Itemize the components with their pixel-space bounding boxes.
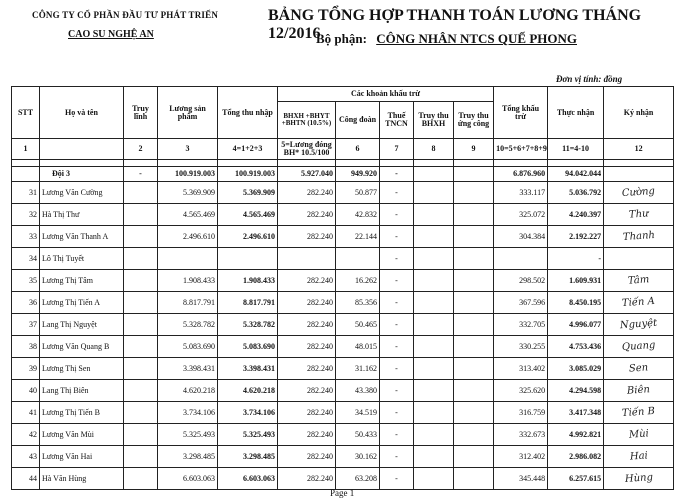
- row-tong-khau-tru: 316.759: [494, 402, 548, 424]
- col-truy-thu-ung-cong: Truy thu ứng công: [454, 102, 494, 139]
- row-truy-thu-bhxh: [414, 358, 454, 380]
- row-truy-linh: [124, 446, 158, 468]
- table-row: [12, 424, 674, 446]
- department-label: Bộ phận:: [316, 31, 367, 46]
- row-truy-thu-ung-cong: [454, 446, 494, 468]
- group-bhxh: 5.927.040: [278, 167, 336, 182]
- row-cong-doan: 50.465: [336, 314, 380, 336]
- row-stt: 41: [12, 402, 40, 424]
- row-luong-sp: 2.496.610: [158, 226, 218, 248]
- row-luong-sp: 5.369.909: [158, 182, 218, 204]
- row-truy-linh: [124, 424, 158, 446]
- row-thuc-nhan: 2.986.082: [548, 446, 604, 468]
- row-tong-khau-tru: 332.673: [494, 424, 548, 446]
- row-truy-thu-bhxh: [414, 314, 454, 336]
- row-signature: [604, 292, 674, 314]
- table-row: [12, 402, 674, 424]
- row-truy-linh: [124, 402, 158, 424]
- row-stt: 34: [12, 248, 40, 270]
- handwritten-signature: Tâm: [627, 273, 650, 287]
- row-thue: -: [380, 336, 414, 358]
- table-row: [12, 182, 674, 204]
- row-truy-thu-ung-cong: [454, 248, 494, 270]
- row-cong-doan: 48.015: [336, 336, 380, 358]
- row-stt: 32: [12, 204, 40, 226]
- row-luong-sp: 3.398.431: [158, 358, 218, 380]
- row-stt: 39: [12, 358, 40, 380]
- row-truy-thu-ung-cong: [454, 380, 494, 402]
- row-cong-doan: 85.356: [336, 292, 380, 314]
- row-cong-doan: [336, 248, 380, 270]
- row-stt: 44: [12, 468, 40, 490]
- row-signature: [604, 270, 674, 292]
- row-thue: -: [380, 248, 414, 270]
- row-thuc-nhan: 4.240.397: [548, 204, 604, 226]
- table-row: [12, 380, 674, 402]
- handwritten-signature: Thư: [628, 207, 649, 221]
- row-name: Lương Thị Tiến B: [40, 402, 124, 424]
- row-truy-thu-ung-cong: [454, 182, 494, 204]
- index-cell: 10=5+6+7+8+9: [494, 139, 548, 160]
- row-thue: -: [380, 226, 414, 248]
- row-tong-khau-tru: 298.502: [494, 270, 548, 292]
- row-stt: 31: [12, 182, 40, 204]
- row-truy-linh: [124, 336, 158, 358]
- table-row: [12, 292, 674, 314]
- row-signature: [604, 182, 674, 204]
- handwritten-signature: Quang: [621, 339, 656, 353]
- row-luong-sp: 5.325.493: [158, 424, 218, 446]
- row-bhxh: 282.240: [278, 292, 336, 314]
- row-tong-thu-nhap: [218, 248, 278, 270]
- row-thue: -: [380, 402, 414, 424]
- row-truy-thu-bhxh: [414, 204, 454, 226]
- table-row: [12, 270, 674, 292]
- group-thuc-nhan: 94.042.044: [548, 167, 604, 182]
- row-truy-thu-ung-cong: [454, 204, 494, 226]
- row-thue: -: [380, 204, 414, 226]
- row-bhxh: 282.240: [278, 314, 336, 336]
- index-cell: 2: [124, 139, 158, 160]
- handwritten-signature: Tiến B: [621, 405, 656, 419]
- row-tong-thu-nhap: 5.328.782: [218, 314, 278, 336]
- row-truy-thu-bhxh: [414, 402, 454, 424]
- row-cong-doan: 50.877: [336, 182, 380, 204]
- row-thuc-nhan: 3.417.348: [548, 402, 604, 424]
- index-cell: 6: [336, 139, 380, 160]
- row-thuc-nhan: 5.036.792: [548, 182, 604, 204]
- row-tong-thu-nhap: 6.603.063: [218, 468, 278, 490]
- row-cong-doan: 16.262: [336, 270, 380, 292]
- row-tong-khau-tru: 330.255: [494, 336, 548, 358]
- row-tong-thu-nhap: 3.398.431: [218, 358, 278, 380]
- row-signature: [604, 380, 674, 402]
- row-tong-khau-tru: 304.384: [494, 226, 548, 248]
- index-cell: 7: [380, 139, 414, 160]
- row-stt: 43: [12, 446, 40, 468]
- row-signature: [604, 226, 674, 248]
- table-row: [12, 248, 674, 270]
- row-signature: [604, 424, 674, 446]
- row-cong-doan: 43.380: [336, 380, 380, 402]
- row-thue: -: [380, 270, 414, 292]
- table-row: [12, 204, 674, 226]
- row-stt: 38: [12, 336, 40, 358]
- row-name: Lương Thị Sen: [40, 358, 124, 380]
- row-truy-thu-ung-cong: [454, 314, 494, 336]
- row-name: Lô Thị Tuyết: [40, 248, 124, 270]
- index-cell: 3: [158, 139, 218, 160]
- payroll-table: [11, 86, 674, 490]
- row-stt: 40: [12, 380, 40, 402]
- row-bhxh: 282.240: [278, 402, 336, 424]
- row-tong-khau-tru: 313.402: [494, 358, 548, 380]
- row-luong-sp: 4.565.469: [158, 204, 218, 226]
- row-tong-thu-nhap: 3.298.485: [218, 446, 278, 468]
- currency-unit: Đơn vị tính: đồng: [556, 74, 623, 84]
- row-thuc-nhan: 2.192.227: [548, 226, 604, 248]
- row-luong-sp: 5.083.690: [158, 336, 218, 358]
- row-truy-thu-bhxh: [414, 270, 454, 292]
- row-name: Lương Văn Hai: [40, 446, 124, 468]
- row-tong-thu-nhap: 4.620.218: [218, 380, 278, 402]
- row-truy-thu-ung-cong: [454, 424, 494, 446]
- row-thuc-nhan: 4.996.077: [548, 314, 604, 336]
- row-bhxh: [278, 248, 336, 270]
- row-name: Hà Thị Thư: [40, 204, 124, 226]
- row-truy-linh: [124, 270, 158, 292]
- row-thuc-nhan: 4.992.821: [548, 424, 604, 446]
- row-stt: 42: [12, 424, 40, 446]
- row-bhxh: 282.240: [278, 380, 336, 402]
- row-tong-thu-nhap: 5.083.690: [218, 336, 278, 358]
- row-bhxh: 282.240: [278, 446, 336, 468]
- row-tong-thu-nhap: 5.325.493: [218, 424, 278, 446]
- row-cong-doan: 31.162: [336, 358, 380, 380]
- row-truy-linh: [124, 358, 158, 380]
- row-luong-sp: 6.603.063: [158, 468, 218, 490]
- row-tong-thu-nhap: 4.565.469: [218, 204, 278, 226]
- col-tong-thu-nhap: Tổng thu nhập: [218, 87, 278, 139]
- row-thue: -: [380, 358, 414, 380]
- col-thuc-nhan: Thực nhận: [548, 87, 604, 139]
- row-bhxh: 282.240: [278, 358, 336, 380]
- col-thue: Thuế TNCN: [380, 102, 414, 139]
- row-tong-khau-tru: 325.620: [494, 380, 548, 402]
- index-cell: 1: [12, 139, 40, 160]
- row-thue: -: [380, 446, 414, 468]
- row-signature: [604, 468, 674, 490]
- row-tong-thu-nhap: 8.817.791: [218, 292, 278, 314]
- row-name: Lương Văn Thanh A: [40, 226, 124, 248]
- row-truy-linh: [124, 292, 158, 314]
- row-cong-doan: 50.433: [336, 424, 380, 446]
- row-tong-khau-tru: 325.072: [494, 204, 548, 226]
- row-thuc-nhan: 6.257.615: [548, 468, 604, 490]
- row-cong-doan: 30.162: [336, 446, 380, 468]
- row-signature: [604, 358, 674, 380]
- row-cong-doan: 63.208: [336, 468, 380, 490]
- row-signature: [604, 204, 674, 226]
- row-truy-thu-bhxh: [414, 424, 454, 446]
- handwritten-signature: Hai: [629, 449, 648, 463]
- row-thuc-nhan: 3.085.029: [548, 358, 604, 380]
- row-stt: 36: [12, 292, 40, 314]
- row-tong-khau-tru: 333.117: [494, 182, 548, 204]
- row-cong-doan: 42.832: [336, 204, 380, 226]
- page-number: Page 1: [330, 488, 355, 498]
- row-truy-thu-bhxh: [414, 468, 454, 490]
- col-ky-nhan: Ký nhận: [604, 87, 674, 139]
- row-name: Lang Thị Nguyệt: [40, 314, 124, 336]
- row-signature: [604, 446, 674, 468]
- group-name: Đội 3: [40, 167, 124, 182]
- row-signature: [604, 248, 674, 270]
- row-tong-khau-tru: 345.448: [494, 468, 548, 490]
- company-name: CÔNG TY CỔ PHẦN ĐẦU TƯ PHÁT TRIỂN: [32, 10, 219, 20]
- row-signature: [604, 402, 674, 424]
- row-bhxh: 282.240: [278, 468, 336, 490]
- row-thuc-nhan: 4.753.436: [548, 336, 604, 358]
- row-truy-thu-ung-cong: [454, 226, 494, 248]
- report-title: BẢNG TỔNG HỢP THANH TOÁN LƯƠNG THÁNG 12/2016: [268, 7, 642, 42]
- row-signature: [604, 336, 674, 358]
- row-luong-sp: 1.908.433: [158, 270, 218, 292]
- row-luong-sp: 4.620.218: [158, 380, 218, 402]
- handwritten-signature: Biên: [626, 383, 651, 397]
- row-truy-linh: [124, 468, 158, 490]
- row-thuc-nhan: 1.609.931: [548, 270, 604, 292]
- row-tong-thu-nhap: 5.369.909: [218, 182, 278, 204]
- group-tong-khau-tru: 6.876.960: [494, 167, 548, 182]
- handwritten-signature: Mùi: [628, 427, 649, 441]
- table-row: [12, 468, 674, 490]
- row-truy-linh: [124, 248, 158, 270]
- group-row: [12, 167, 674, 182]
- row-cong-doan: 34.519: [336, 402, 380, 424]
- row-luong-sp: 8.817.791: [158, 292, 218, 314]
- row-luong-sp: [158, 248, 218, 270]
- row-tong-khau-tru: [494, 248, 548, 270]
- row-tong-thu-nhap: 3.734.106: [218, 402, 278, 424]
- row-thuc-nhan: -: [548, 248, 604, 270]
- row-bhxh: 282.240: [278, 424, 336, 446]
- row-luong-sp: 3.734.106: [158, 402, 218, 424]
- department-line: [316, 31, 577, 47]
- row-truy-thu-bhxh: [414, 292, 454, 314]
- row-truy-thu-ung-cong: [454, 468, 494, 490]
- col-name: Họ và tên: [40, 87, 124, 139]
- row-bhxh: 282.240: [278, 270, 336, 292]
- col-truy-thu-bhxh: Truy thu BHXH: [414, 102, 454, 139]
- handwritten-signature: Cường: [621, 185, 656, 199]
- row-name: Lương Văn Mùi: [40, 424, 124, 446]
- table-row: [12, 446, 674, 468]
- row-truy-linh: [124, 380, 158, 402]
- row-luong-sp: 3.298.485: [158, 446, 218, 468]
- col-stt: STT: [12, 87, 40, 139]
- row-thue: -: [380, 424, 414, 446]
- row-thuc-nhan: 4.294.598: [548, 380, 604, 402]
- row-tong-thu-nhap: 1.908.433: [218, 270, 278, 292]
- group-thue: -: [380, 167, 414, 182]
- row-cong-doan: 22.144: [336, 226, 380, 248]
- row-thue: -: [380, 292, 414, 314]
- index-cell: 4=1+2+3: [218, 139, 278, 160]
- row-truy-thu-bhxh: [414, 182, 454, 204]
- row-name: Lương Văn Quang B: [40, 336, 124, 358]
- spacer-row: [12, 160, 674, 167]
- row-thuc-nhan: 8.450.195: [548, 292, 604, 314]
- row-signature: [604, 314, 674, 336]
- row-name: Hà Văn Hùng: [40, 468, 124, 490]
- row-thue: -: [380, 468, 414, 490]
- department-value: CÔNG NHÂN NTCS QUẾ PHONG: [376, 31, 577, 46]
- branch-name: CAO SU NGHỆ AN: [68, 29, 154, 40]
- row-truy-thu-bhxh: [414, 380, 454, 402]
- row-truy-linh: [124, 314, 158, 336]
- row-tong-khau-tru: 312.402: [494, 446, 548, 468]
- group-cong-doan: 949.920: [336, 167, 380, 182]
- row-truy-thu-bhxh: [414, 248, 454, 270]
- row-thue: -: [380, 380, 414, 402]
- index-cell: 11=4-10: [548, 139, 604, 160]
- row-tong-khau-tru: 367.596: [494, 292, 548, 314]
- index-cell: 8: [414, 139, 454, 160]
- row-stt: 37: [12, 314, 40, 336]
- handwritten-signature: Nguyệt: [619, 317, 658, 331]
- col-truy-linh: Truy lĩnh: [124, 87, 158, 139]
- row-truy-thu-ung-cong: [454, 358, 494, 380]
- table-row: [12, 226, 674, 248]
- row-tong-khau-tru: 332.705: [494, 314, 548, 336]
- row-stt: 35: [12, 270, 40, 292]
- row-thue: -: [380, 182, 414, 204]
- row-thue: -: [380, 314, 414, 336]
- handwritten-signature: Tiến A: [621, 295, 656, 309]
- col-group-khau-tru: Các khoản khấu trừ: [278, 87, 494, 102]
- row-bhxh: 282.240: [278, 336, 336, 358]
- row-truy-thu-bhxh: [414, 226, 454, 248]
- index-cell: 5=Lương đóng BH* 10.5/100: [278, 139, 336, 160]
- col-cong-doan: Công đoàn: [336, 102, 380, 139]
- handwritten-signature: Thanh: [622, 229, 655, 243]
- row-bhxh: 282.240: [278, 204, 336, 226]
- row-luong-sp: 5.328.782: [158, 314, 218, 336]
- row-truy-thu-ung-cong: [454, 270, 494, 292]
- row-tong-thu-nhap: 2.496.610: [218, 226, 278, 248]
- group-tong: 100.919.003: [218, 167, 278, 182]
- row-truy-thu-ung-cong: [454, 402, 494, 424]
- row-truy-linh: [124, 226, 158, 248]
- header-row-1: [12, 87, 674, 102]
- row-name: Lương Văn Cường: [40, 182, 124, 204]
- row-truy-linh: [124, 204, 158, 226]
- col-luong-sp: Lương sản phẩm: [158, 87, 218, 139]
- row-truy-thu-bhxh: [414, 336, 454, 358]
- table-row: [12, 358, 674, 380]
- row-bhxh: 282.240: [278, 226, 336, 248]
- index-row: [12, 139, 674, 160]
- row-truy-thu-bhxh: [414, 446, 454, 468]
- handwritten-signature: Sen: [628, 361, 649, 375]
- group-luong-sp: 100.919.003: [158, 167, 218, 182]
- row-truy-thu-ung-cong: [454, 336, 494, 358]
- table-row: [12, 314, 674, 336]
- col-tong-khau-tru: Tổng khấu trừ: [494, 87, 548, 139]
- col-bhxh: BHXH +BHYT +BHTN (10.5%): [278, 102, 336, 139]
- row-stt: 33: [12, 226, 40, 248]
- row-truy-linh: [124, 182, 158, 204]
- row-bhxh: 282.240: [278, 182, 336, 204]
- index-cell: 9: [454, 139, 494, 160]
- row-name: Lương Thị Tâm: [40, 270, 124, 292]
- group-truy-linh: -: [124, 167, 158, 182]
- row-name: Lương Thị Tiến A: [40, 292, 124, 314]
- row-truy-thu-ung-cong: [454, 292, 494, 314]
- handwritten-signature: Hùng: [624, 471, 653, 485]
- table-row: [12, 336, 674, 358]
- row-name: Lang Thị Biên: [40, 380, 124, 402]
- index-cell: 12: [604, 139, 674, 160]
